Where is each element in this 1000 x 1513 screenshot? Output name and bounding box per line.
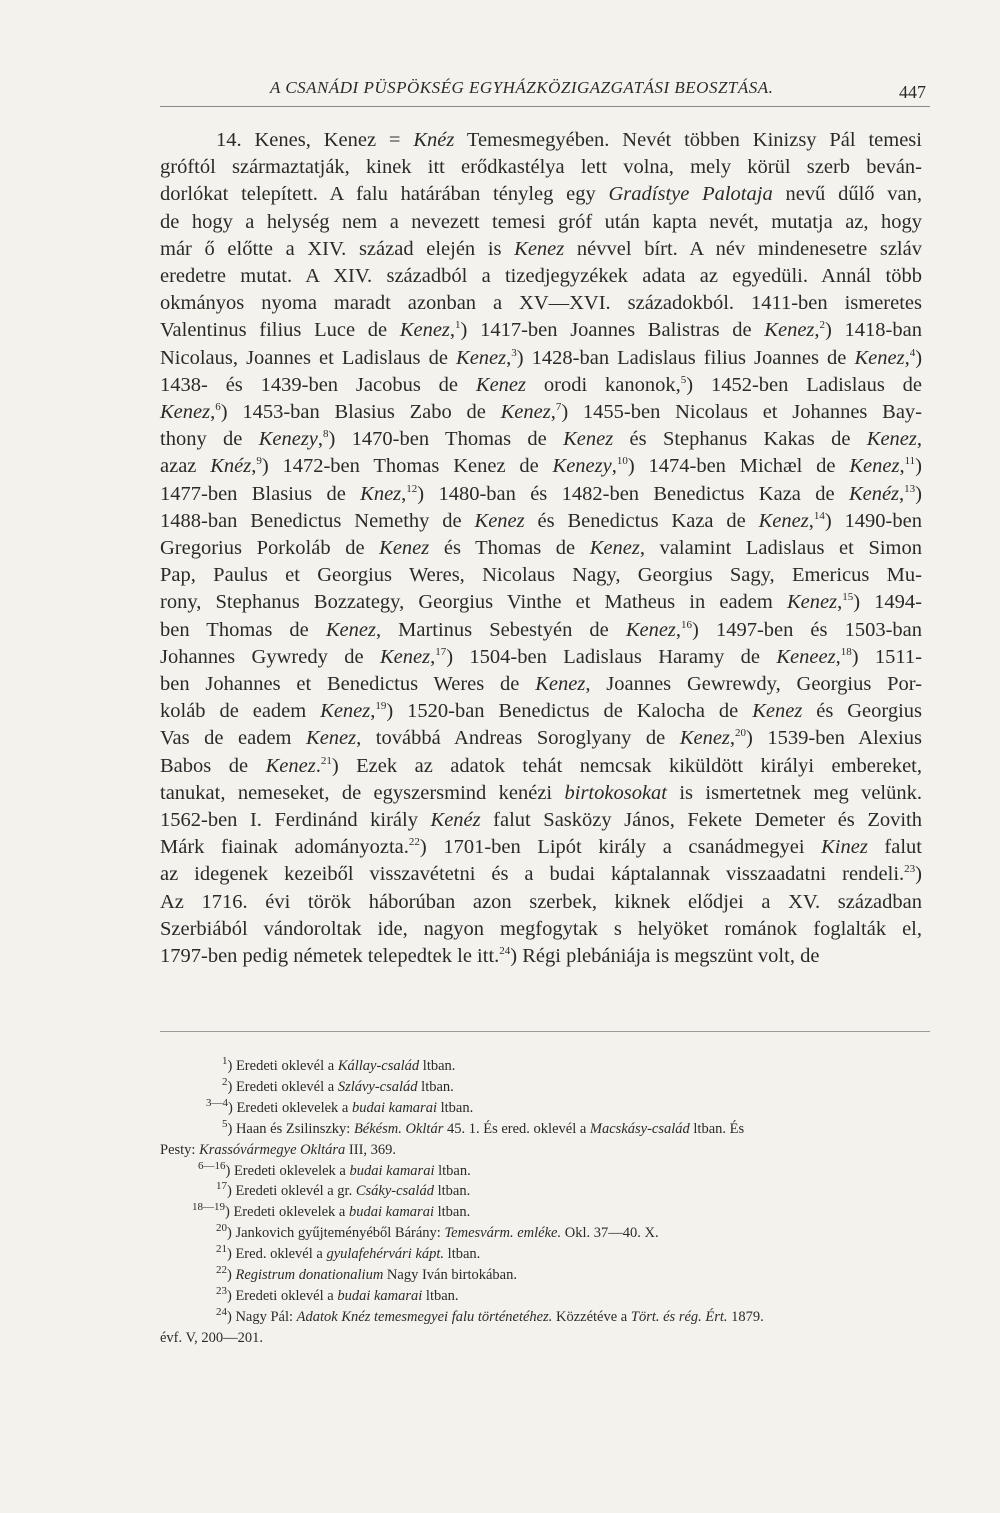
- body-line: dorlókat telepített. A falu határában tényleg egy Gradístye Palotaja nevű dűlő van,: [160, 183, 922, 206]
- body-line: Márk fiainak adományozta.$^{22}$) 1701-ben Lipót király a csanádmegyei Kinez falut: [160, 836, 922, 859]
- body-line: 1488-ban Benedictus Nemethy de Kenez és Benedictus Kaza de Kenez,$^{14}$) 1490-ben: [160, 509, 922, 532]
- body-line: Pap, Paulus et Georgius Weres, Nicolaus Nagy, Georgius Sagy, Emericus Mu-: [160, 564, 922, 587]
- footnote: $^1$) Eredeti oklevél a Kállay-család ltban.: [222, 1055, 456, 1074]
- body-line: már ő előtte a XIV. század elején is Kenez névvel bírt. A név mindenesetre szláv: [160, 237, 922, 260]
- footnote: $^{21}$) Ered. oklevél a gyulafehérvári kápt. ltban.: [216, 1243, 481, 1263]
- body-line: okmányos nyoma maradt azonban a XV—XVI. századokból. 1411-ben ismeretes: [160, 292, 922, 315]
- body-line: koláb de eadem Kenez,$^{19}$) 1520-ban Benedictus de Kalocha de Kenez és Georgius: [160, 700, 922, 723]
- page-number: 447: [899, 82, 926, 102]
- body-line: Az 1716. évi török háborúban azon szerbek, kiknek elődjei a XV. században: [160, 890, 922, 913]
- footnote: Pesty: Krassóvármegye Okltára III, 369.: [160, 1141, 397, 1158]
- body-line: az idegenek kezeiből visszavétetni és a budai káptalannak visszaadatni rendeli.$^{23}$): [160, 863, 922, 886]
- body-line: Vas de eadem Kenez, továbbá Andreas Soroglyany de Kenez,$^{20}$) 1539-ben Alexius: [160, 727, 922, 750]
- body-line: de hogy a helység nem a nevezett temesi gróf után kapta nevét, mutatja az, hogy: [160, 210, 922, 233]
- body-line: Szerbiából vándoroltak ide, nagyon megfogytak s helyöket románok foglalták el,: [160, 917, 922, 940]
- body-line: 14. Kenes, Kenez = Knéz Temesmegyében. Nevét többen Kinizsy Pál temesi: [216, 129, 922, 151]
- body-text: [160, 127, 922, 970]
- body-line: eredetre mutat. A XIV. századból a tizedjegyzékek adata az egyedüli. Annál több: [160, 265, 922, 288]
- body-line: 1797-ben pedig németek telepedtek le itt.$^{24}$) Régi plebániája is megszünt volt, de: [160, 945, 820, 968]
- footnote: $^{24}$) Nagy Pál: Adatok Knéz temesmegyei falu történetéhez. Közzétéve a Tört. és rég. Ért. 1879.: [216, 1306, 764, 1325]
- footnote: $^{18—19}$) Eredeti oklevelek a budai kamarai ltban.: [192, 1201, 471, 1221]
- body-line: Johannes Gywredy de Kenez,$^{17}$) 1504-ben Ladislaus Haramy de Keneez,$^{18}$) 1511-: [160, 645, 922, 668]
- body-line: Babos de Kenez.$^{21}$) Ezek az adatok tehát nemcsak kiküldött királyi embereket,: [160, 754, 922, 777]
- body-line: tanukat, nemeseket, de egyszersmind kenézi birtokosokat is ismertetnek meg velünk.: [160, 781, 922, 804]
- footnote: $^{23}$) Eredeti oklevél a budai kamarai ltban.: [216, 1285, 459, 1304]
- body-line: 1438- és 1439-ben Jacobus de Kenez orodi kanonok,$^5$) 1452-ben Ladislaus de: [160, 373, 923, 396]
- body-line: ben Thomas de Kenez, Martinus Sebestyén de Kenez,$^{16}$) 1497-ben és 1503-ban: [160, 618, 922, 641]
- footnote: $^{20}$) Jankovich gyűjteményéből Bárány: Temesvárm. emléke. Okl. 37—40. X.: [216, 1222, 659, 1242]
- footnote: $^{3—4}$) Eredeti oklevelek a budai kamarai ltban.: [206, 1096, 474, 1116]
- footnotes: [160, 1056, 920, 1349]
- body-line: Nicolaus, Joannes et Ladislaus de Kenez,$^3$) 1428-ban Ladislaus filius Joannes de Kenez,$^4$): [160, 346, 923, 369]
- body-line: gróftól származtatják, kinek itt erődkastélya lett volna, mely körül szerb beván-: [160, 156, 922, 179]
- footnote: $^5$) Haan és Zsilinszky: Békésm. Okltár 45. 1. És ered. oklevél a Macskásy-család ltban. És: [222, 1117, 745, 1137]
- body-line: Kenez,$^6$) 1453-ban Blasius Zabo de Kenez,$^7$) 1455-ben Nicolaus et Johannes Bay-: [160, 401, 923, 424]
- body-line: thony de Kenezy,$^8$) 1470-ben Thomas de Kenez és Stephanus Kakas de Kenez,: [160, 428, 923, 451]
- footnote: évf. V, 200—201.: [160, 1329, 263, 1346]
- body-line: 1562-ben I. Ferdinánd király Kenéz falut Sasközy János, Fekete Demeter és Zovith: [160, 809, 922, 832]
- body-line: Valentinus filius Luce de Kenez,$^1$) 1417-ben Joannes Balistras de Kenez,$^2$) 1418-ban: [160, 319, 922, 342]
- footnote: $^{22}$) Registrum donationalium Nagy Iván birtokában.: [216, 1264, 517, 1284]
- body-line: rony, Stephanus Bozzategy, Georgius Vinthe et Matheus in eadem Kenez,$^{15}$) 1494-: [160, 591, 922, 614]
- body-line: Gregorius Porkoláb de Kenez és Thomas de Kenez, valamint Ladislaus et Simon: [160, 537, 922, 560]
- footnote: $^{6—16}$) Eredeti oklevelek a budai kamarai ltban.: [198, 1159, 471, 1179]
- body-line: azaz Knéz,$^9$) 1472-ben Thomas Kenez de Kenezy,$^{10}$) 1474-ben Michæl de Kenez,$^{11}$): [160, 455, 922, 478]
- running-head: [160, 72, 930, 107]
- body-line: 1477-ben Blasius de Knez,$^{12}$) 1480-ban és 1482-ben Benedictus Kaza de Kenéz,$^{13}$): [160, 482, 922, 505]
- footnote: $^{17}$) Eredeti oklevél a gr. Csáky-család ltban.: [216, 1180, 471, 1200]
- footnote: $^2$) Eredeti oklevél a Szlávy-család ltban.: [222, 1076, 454, 1095]
- footnote-divider: [160, 1031, 930, 1032]
- body-line: ben Johannes et Benedictus Weres de Kenez, Joannes Gewrewdy, Georgius Por-: [160, 673, 922, 696]
- running-title: A CSANÁDI PÜSPÖKSÉG EGYHÁZKÖZIGAZGATÁSI BEOSZTÁSA.: [270, 78, 774, 97]
